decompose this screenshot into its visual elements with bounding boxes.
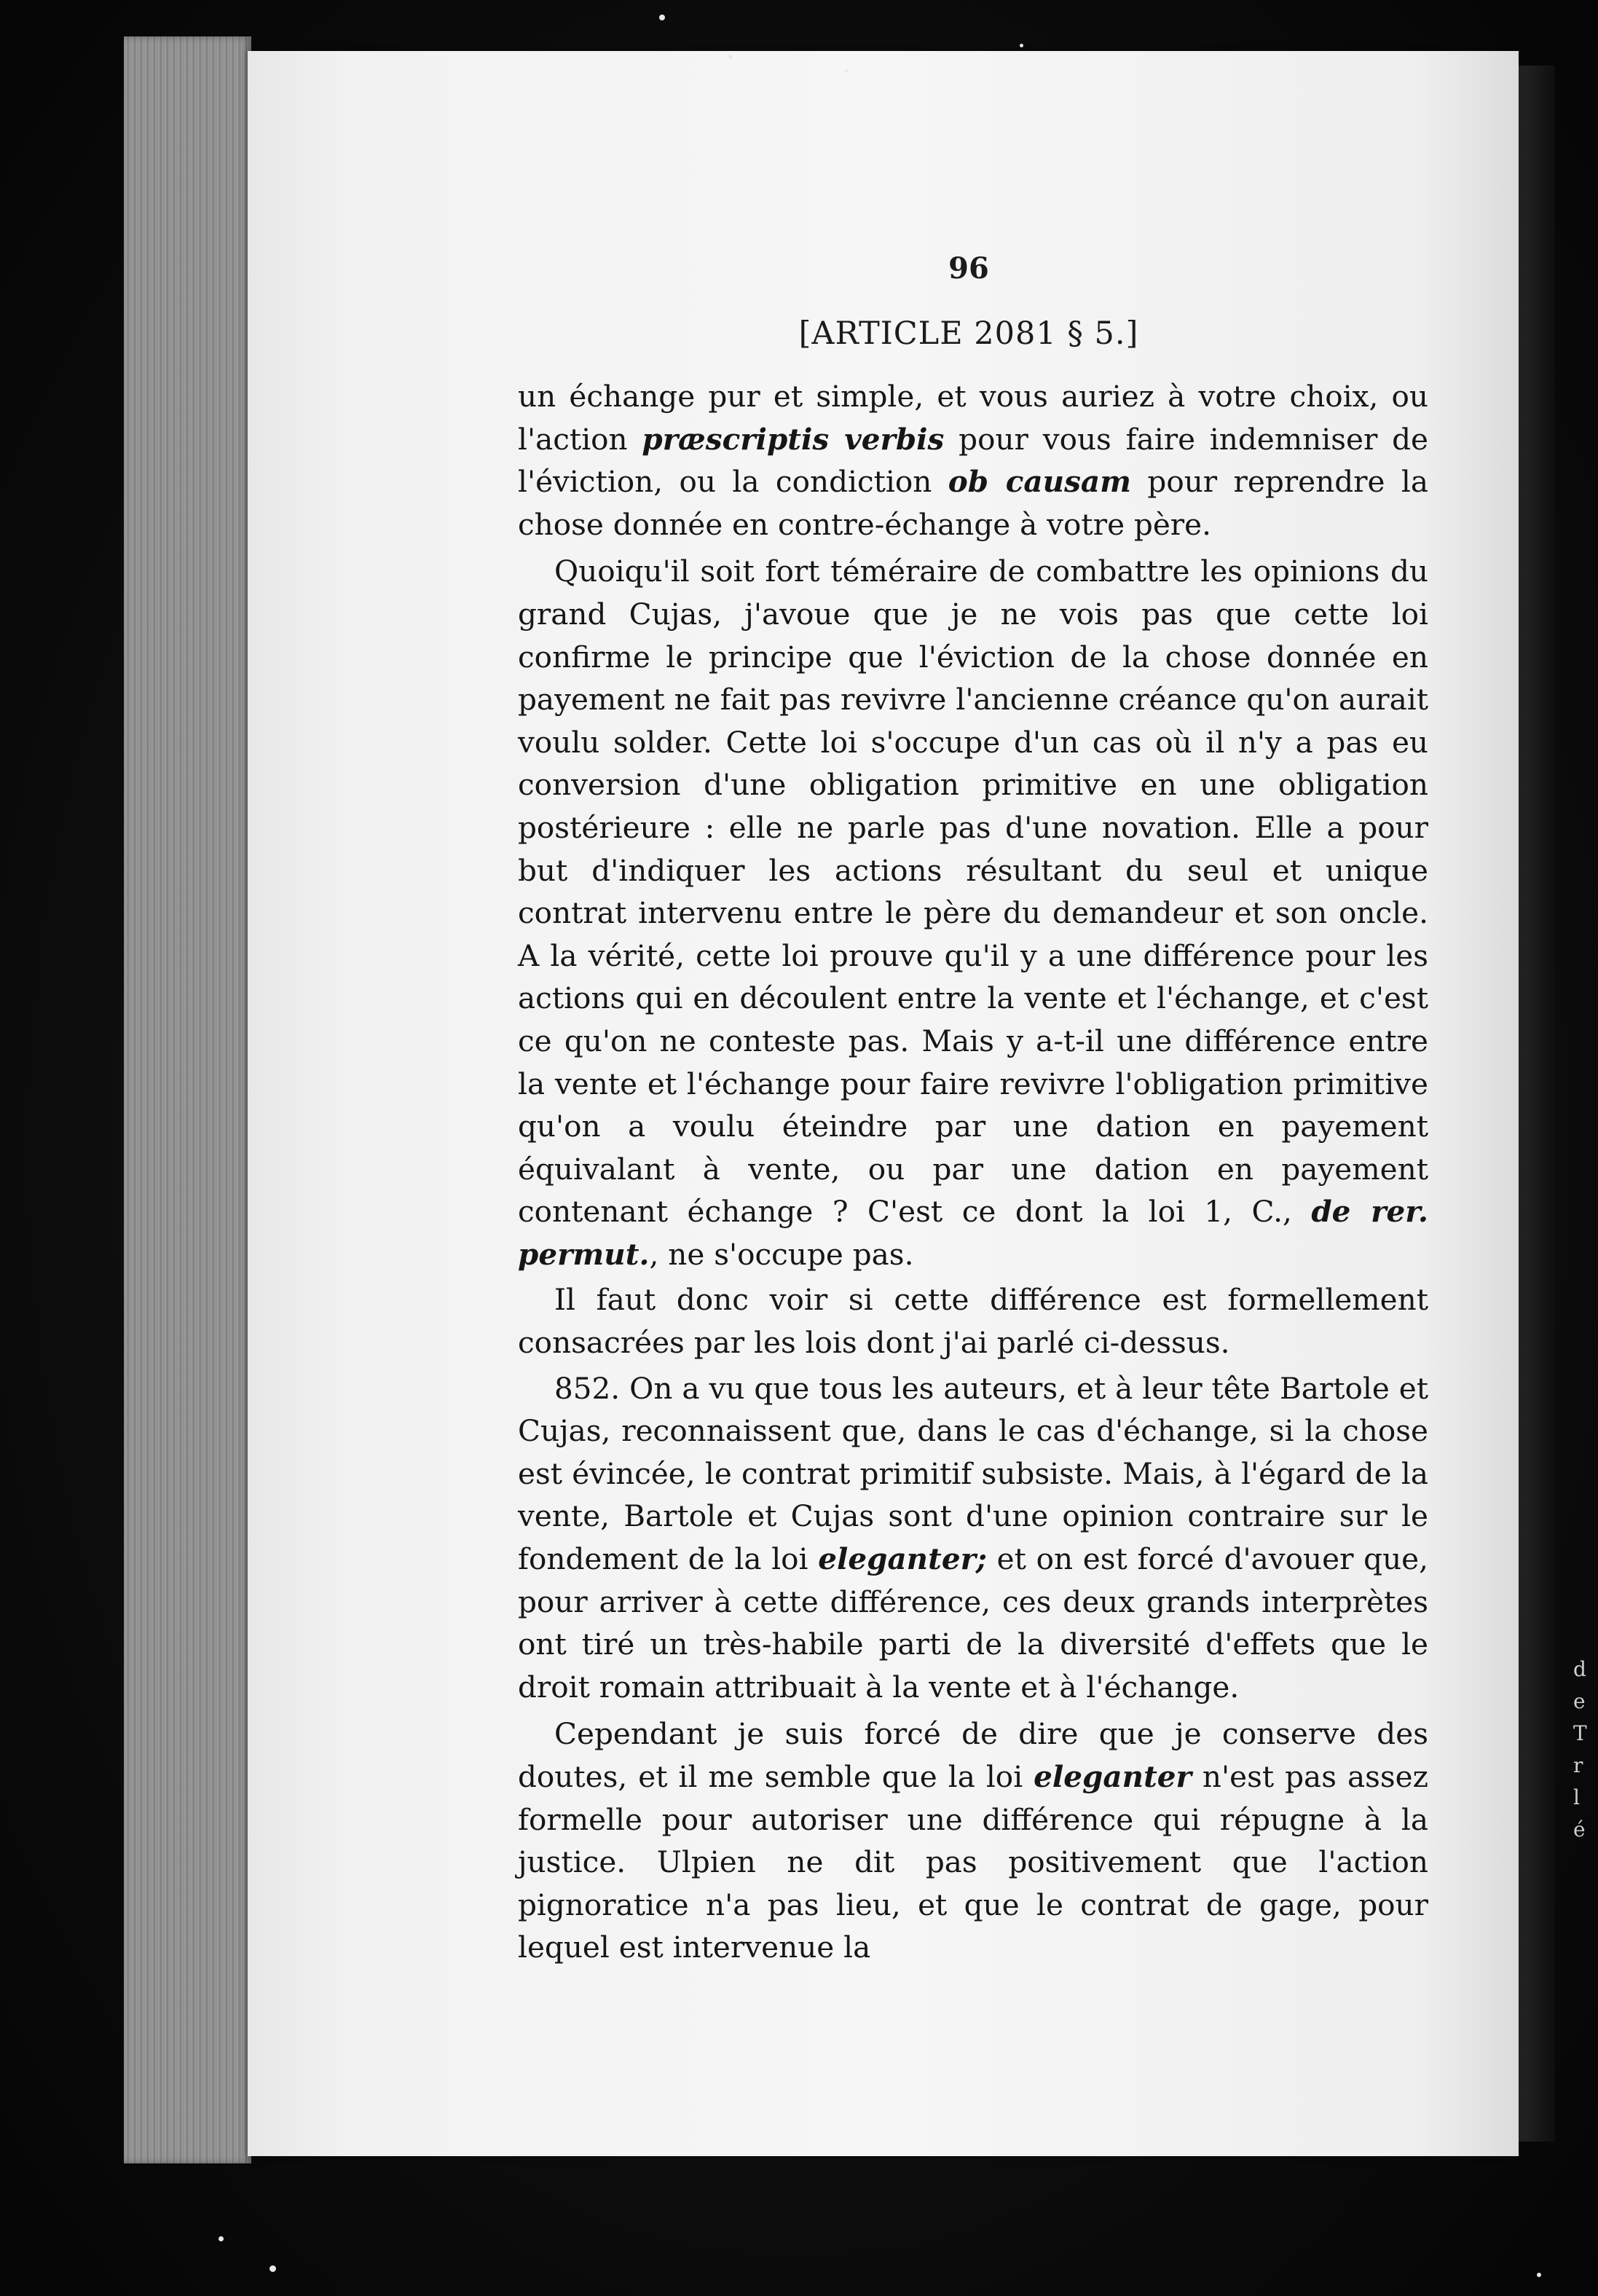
running-head: [ARTICLE 2081 § 5.]: [798, 315, 1139, 352]
italic-phrase: de rer. permut.: [518, 1194, 1428, 1272]
book-page-edges: [124, 36, 251, 2163]
fragment-letter: l: [1573, 1785, 1580, 1809]
fragment-letter: r: [1573, 1753, 1583, 1777]
scan-speck: [1020, 44, 1023, 47]
fragment-letter: T: [1573, 1721, 1587, 1745]
scan-speck: [659, 15, 665, 20]
body-text: [518, 375, 1428, 1972]
fragment-letter: é: [1573, 1817, 1586, 1841]
paragraph-1: [518, 375, 1428, 546]
text-run: Cependant je suis forcé de dire que je conserve des doutes, et il me semble que la loi: [518, 1716, 1428, 1794]
adjacent-page-fragment: [1573, 1654, 1598, 1846]
scan-speck: [219, 2236, 224, 2241]
paragraph-3: [518, 1278, 1428, 1364]
text-run: et on est forcé d'avouer que, pour arriver à cette différence, ces deux grands interprètes ont tiré un très-habile parti de la diversité d'effets que le droit romain attribuait à la vente et à l'échange.: [518, 1541, 1429, 1705]
italic-phrase: ob causam: [948, 464, 1131, 500]
text-run: , ne s'occupe pas.: [649, 1236, 914, 1272]
paragraph-2: [518, 550, 1428, 1275]
text-run: un échange pur et simple, et vous auriez à votre choix, ou l'action: [518, 379, 1428, 457]
fragment-letter: d: [1573, 1657, 1586, 1681]
italic-phrase: eleganter: [1034, 1759, 1192, 1794]
italic-phrase: eleganter;: [818, 1541, 987, 1577]
scan-speck: [269, 2265, 276, 2272]
fragment-letter: e: [1573, 1689, 1586, 1713]
text-run: Quoiqu'il soit fort téméraire de combattre les opinions du grand Cujas, j'avoue que je ne vois pas que cette loi confirme le principe que l'éviction de la chose donnée en payement ne fait pas revivre l'ancienne créance qu'on aurait voulu solder. Cette loi s'occupe d'un cas où il n'y a pas eu conversion d'une obligation primitive en une obligation postérieure : elle ne parle pas d'une novation. Elle a pour but d'indiquer les actions résultant du seul et unique contrat intervenu entre le père du demandeur et son oncle. A la vérité, cette loi prouve qu'il y a une différence pour les actions qui en découlent entre la vente et l'échange, et c'est ce qu'on ne conteste pas. Mais y a-t-il une différence entre la vente et l'échange pour faire revivre l'obligation primitive qu'on a voulu éteindre par une dation en payement équivalant à vente, ou par une dation en payement contenant échange ? C'est ce dont la loi 1, C.,: [518, 554, 1428, 1230]
text-run: 852. On a vu que tous les auteurs, et à leur tête Bartole et Cujas, reconnaissent que, dans le cas d'échange, si la chose est évincée, le contrat primitif subsiste. Mais, à l'égard de la vente, Bartole et Cujas sont d'une opinion contraire sur le fondement de la loi: [518, 1370, 1428, 1577]
paragraph-5: [518, 1713, 1428, 1969]
text-run: Il faut donc voir si cette différence est formellement consacrées par les lois dont j'ai parlé ci-dessus.: [518, 1282, 1428, 1361]
text-run: pour reprendre la chose donnée en contre-échange à votre père.: [518, 464, 1428, 542]
text-run: pour vous faire indemniser de l'éviction, ou la condiction: [518, 421, 1429, 500]
text-run: n'est pas assez formelle pour autoriser une différence qui répugne à la justice. Ulpien ne dit pas positivement que l'action pignoratice n'a pas lieu, et que le contrat de gage, pour lequel est intervenue la: [518, 1759, 1428, 1965]
scan-speck: [728, 55, 733, 59]
italic-phrase: præscriptis verbis: [642, 421, 945, 457]
scan-speck: [845, 69, 848, 72]
page-number: 96: [948, 251, 989, 286]
scan-speck: [1537, 2273, 1541, 2277]
paragraph-4: [518, 1367, 1428, 1709]
